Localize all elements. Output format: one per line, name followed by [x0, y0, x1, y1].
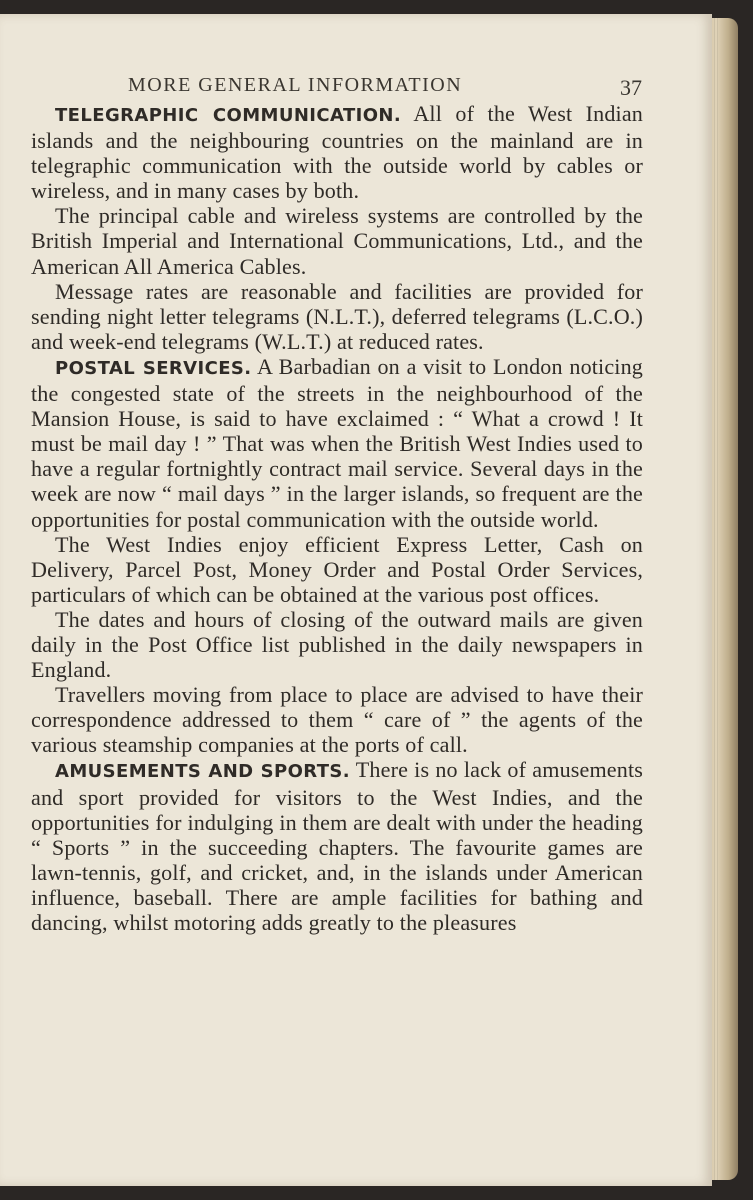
postal-paragraph-1: [31, 354, 643, 532]
amusements-text: There is no lack of amusements and sport provided for visitors to the West Indies, and the opportunities for indulging in them are dealt with under the heading “ Sports ” in the succeeding chapters. The favourite games are lawn-tennis, golf, and cricket, and, in the islands under American influence, baseball. There are ample facilities for bathing and dancing, whilst motoring adds greatly to the pleasures: [31, 757, 643, 935]
amusements-paragraph-1: [31, 757, 643, 935]
postal-paragraph-2: The West Indies enjoy efficient Express Letter, Cash on Delivery, Parcel Post, Money Order and Postal Order Services, particulars of which can be obtained at the various post offices.: [31, 531, 643, 607]
telegraphic-paragraph-1: [31, 101, 643, 203]
postal-text: A Barbadian on a visit to London noticing the congested state of the streets in the neighbourhood of the Mansion House, is said to have exclaimed : “ What a crowd ! It must be mail day ! ” That was when the British West Indies used to have a regular fortnightly contract mail service. Several days in the week are now “ mail days ” in the larger islands, so frequent are the opportunities for postal communication with the outside world.: [31, 353, 643, 532]
postal-paragraph-4: Travellers moving from place to place are advised to have their correspondence addressed to them “ care of ” the agents of the various steamship companies at the ports of call.: [31, 682, 643, 758]
telegraphic-text: All of the West Indian islands and the neighbouring countries on the mainland are in telegraphic communication with the outside world by cables or wireless, and in many cases by both.: [31, 101, 643, 204]
section-heading-amusements: AMUSEMENTS AND SPORTS.: [55, 761, 351, 783]
postal-paragraph-3: The dates and hours of closing of the outward mails are given daily in the Post Office list published in the daily newspapers in England.: [31, 606, 643, 683]
running-head: [0, 74, 712, 104]
page-number: 37: [620, 75, 642, 100]
section-heading-telegraphic: TELEGRAPHIC COMMUNICATION.: [55, 105, 402, 126]
body-text: [31, 101, 643, 935]
telegraphic-paragraph-2: The principal cable and wireless systems are controlled by the British Imperial and International Communications, Ltd., and the American All America Cables.: [31, 203, 643, 279]
telegraphic-paragraph-3: Message rates are reasonable and facilities are provided for sending night letter telegrams (N.L.T.), deferred telegrams (L.C.O.) and week-end telegrams (W.L.T.) at reduced rates.: [31, 278, 643, 354]
section-heading-postal: POSTAL SERVICES.: [55, 357, 252, 379]
running-head-title: MORE GENERAL INFORMATION: [128, 74, 463, 96]
